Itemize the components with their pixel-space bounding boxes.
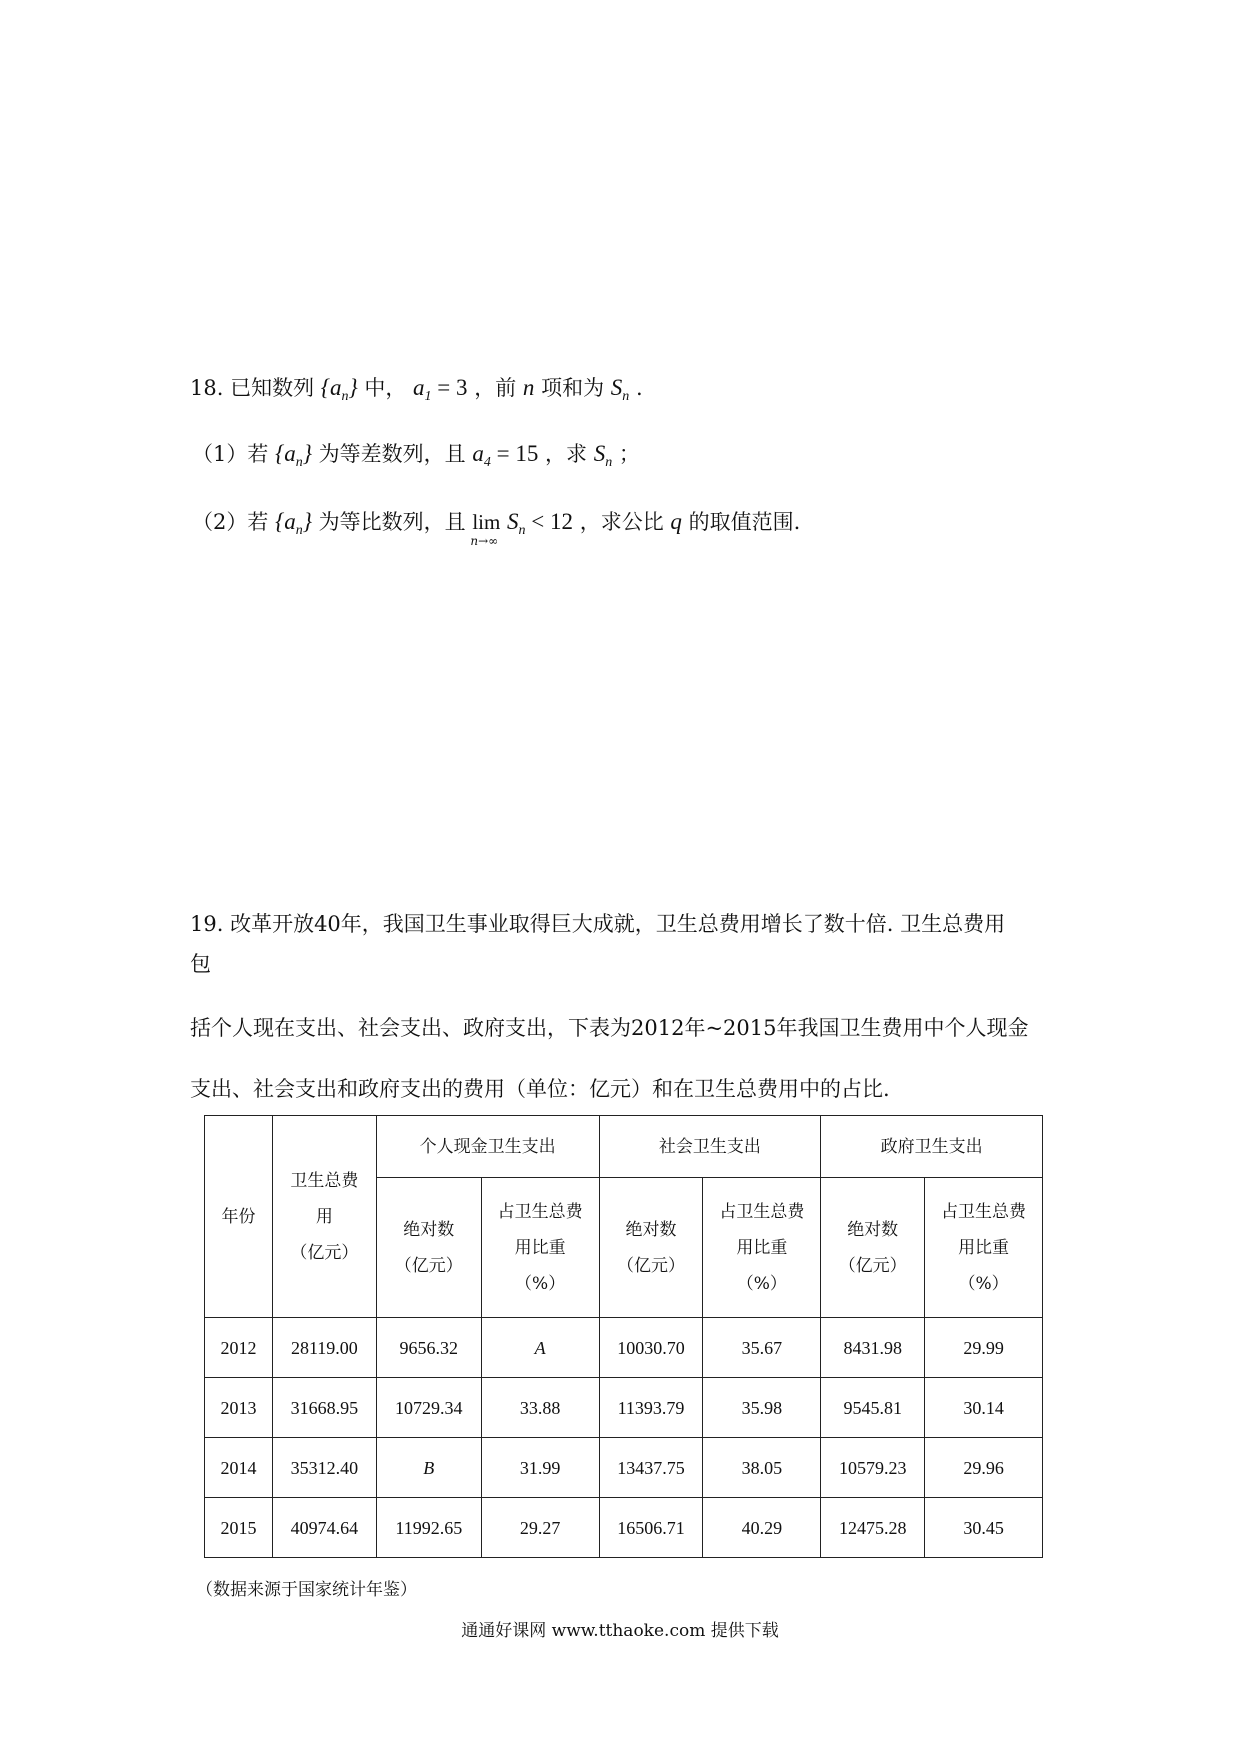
header-abs: 绝对数 （亿元） (821, 1178, 925, 1318)
table-row: 2012 28119.00 9656.32 A 10030.70 35.67 8431.98 29.99 (205, 1318, 1043, 1378)
header-pct: 占卫生总费 用比重 （%） (925, 1178, 1043, 1318)
problem-19-line-3: 支出、社会支出和政府支出的费用（单位：亿元）和在卫生总费用中的占比. (190, 1077, 890, 1101)
table-row: 2013 31668.95 10729.34 33.88 11393.79 35.98 9545.81 30.14 (205, 1378, 1043, 1438)
limit-expression: lim n→∞ (470, 510, 501, 548)
problem-18-part-1: （1）若 $\{a_n\}$ 为等差数列，且 $a_4 = 15$ ，求 $S_n$ ； (192, 441, 640, 470)
header-pct: 占卫生总费 用比重 （%） (703, 1178, 821, 1318)
problem-19-line-1: 19. 改革开放40年，我国卫生事业取得巨大成就，卫生总费用增长了数十倍. 卫生总费用 (190, 912, 1006, 936)
header-total: 卫生总费 用 （亿元） (272, 1116, 376, 1318)
header-abs: 绝对数 （亿元） (599, 1178, 703, 1318)
header-abs: 绝对数 （亿元） (376, 1178, 481, 1318)
header-personal: 个人现金卫生支出 (376, 1116, 599, 1178)
header-government: 政府卫生支出 (821, 1116, 1043, 1178)
header-pct: 占卫生总费 用比重 （%） (481, 1178, 599, 1318)
table-row: 2015 40974.64 11992.65 29.27 16506.71 40.29 12475.28 30.45 (205, 1498, 1043, 1558)
problem-19-line-2: 括个人现在支出、社会支出、政府支出，下表为2012年~2015年我国卫生费用中个人现金 (190, 1016, 1029, 1040)
problem-18-statement: 18. 已知数列 $\{a_n\}$ 中， $a_1 = 3$ ，前 n 项和为 $S_n$ . (190, 375, 643, 404)
problem-19-line-1-wrap: 包 (190, 952, 211, 976)
data-source-note: （数据来源于国家统计年鉴） (196, 1580, 417, 1600)
problem-18-part-2: （2）若 $\{a_n\}$ 为等比数列，且 lim n→∞ $S_n < 12$ ，求公比 q 的取值范围. (192, 509, 801, 548)
table-row: 2014 35312.40 B 31.99 13437.75 38.05 10579.23 29.96 (205, 1438, 1043, 1498)
header-social: 社会卫生支出 (599, 1116, 821, 1178)
health-expenditure-table (204, 1115, 1043, 1558)
header-year: 年份 (205, 1116, 273, 1318)
page-footer: 通通好课网 www.tthaoke.com 提供下载 (461, 1621, 779, 1641)
